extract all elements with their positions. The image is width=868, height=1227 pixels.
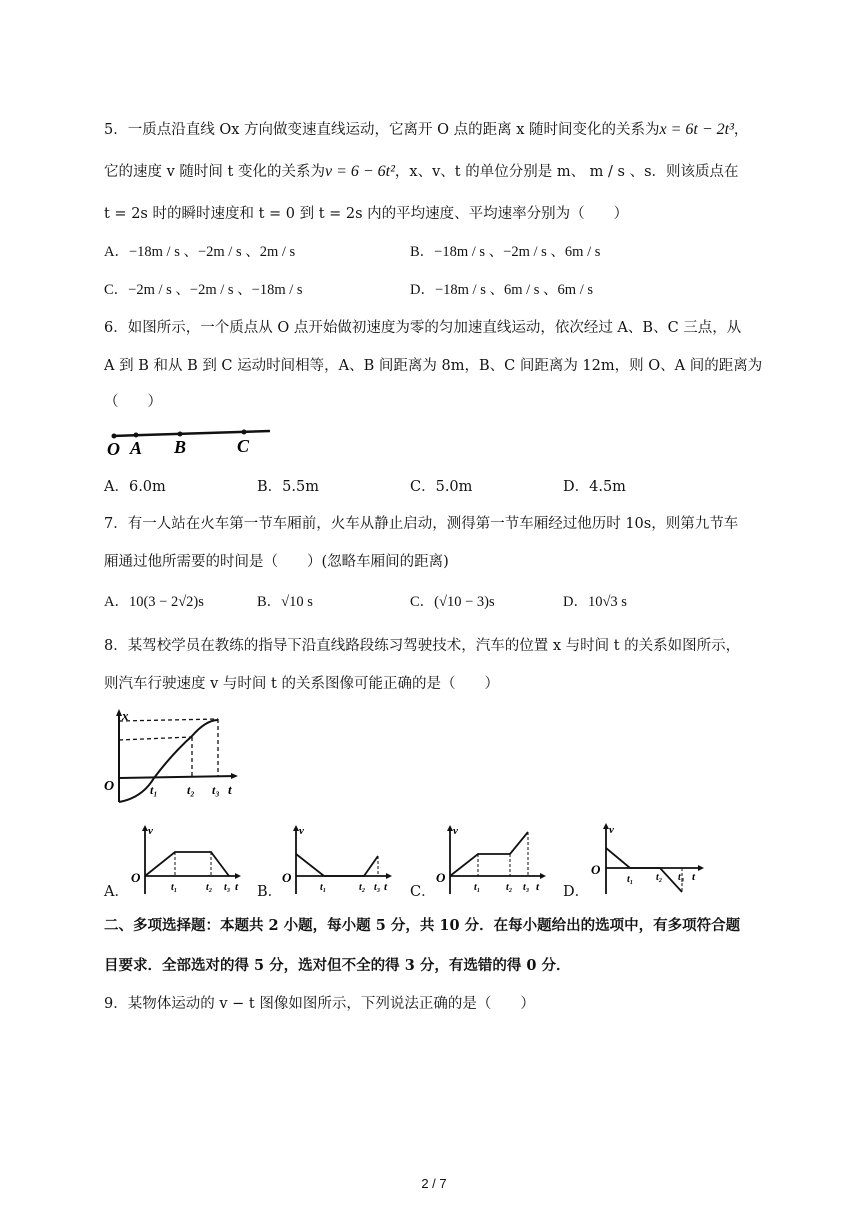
section2-line-1: 二、多项选择题：本题共 2 小题，每小题 5 分，共 10 分．在每小题给出的选项中，有多项符合题 xyxy=(104,917,741,934)
xt-t-label: t xyxy=(228,782,232,797)
q8-option-b-letter: B． xyxy=(257,884,283,900)
q6-option-c: C．5.0m xyxy=(410,479,473,495)
b-t-label: t xyxy=(384,881,388,893)
q9-line-1: 9．某物体运动的 v − t 图像如图所示，下列说法正确的是（ ） xyxy=(104,996,535,1012)
d-t-label: t xyxy=(692,871,696,883)
d-t3-label: t₃ xyxy=(678,872,685,883)
q5-text-1: 5．一质点沿直线 Ox 方向做变速直线运动，它离开 O 点的距离 x 随时间变化的关系为 xyxy=(104,122,660,138)
q8-option-a-letter: A． xyxy=(104,884,129,900)
q8-xt-graph xyxy=(102,706,242,806)
q7-option-a: A．10(3 − 2√2)s xyxy=(104,594,204,610)
xt-y-label: x xyxy=(122,708,129,723)
q5-option-c: C．−2m / s 、−2m / s 、−18m / s xyxy=(104,282,303,298)
q5-line-1 xyxy=(104,120,748,140)
b-v-label: v xyxy=(299,825,304,837)
a-t2-label: t₂ xyxy=(206,882,213,893)
q6-line-1: 6．如图所示，一个质点从 O 点开始做初速度为零的匀加速直线运动，依次经过 A、B、C 三点，从 xyxy=(104,320,742,336)
q5-line-2 xyxy=(104,162,739,182)
a-t1-label: t₁ xyxy=(171,882,178,893)
c-t1-label: t₁ xyxy=(474,882,481,893)
q7-option-c: C．(√10 − 3)s xyxy=(410,594,495,610)
c-t2-label: t₂ xyxy=(506,882,513,893)
q5-formula-2: v = 6 − 6t² xyxy=(324,163,395,180)
q6-label-c: C xyxy=(237,436,250,456)
q6-label-o: O xyxy=(107,439,120,459)
q7-line-2: 厢通过他所需要的时间是（ ）(忽略车厢间的距离) xyxy=(104,554,449,570)
q8-option-c-graph xyxy=(430,822,548,898)
q6-line-figure xyxy=(104,424,276,460)
q7-option-d: D．10√3 s xyxy=(563,594,627,610)
a-t-label: t xyxy=(235,881,239,893)
b-t1-label: t₁ xyxy=(320,882,327,893)
q6-label-b: B xyxy=(174,437,187,457)
c-origin-label: O xyxy=(436,870,446,885)
c-v-label: v xyxy=(453,825,458,837)
q6-option-d: D．4.5m xyxy=(563,479,626,495)
q5-text-2b: ，x、v、t 的单位分别是 m、 m / s 、s．则该质点在 xyxy=(394,164,739,180)
q6-label-a: A xyxy=(130,438,143,458)
q5-formula-1: x = 6t − 2t³ xyxy=(659,121,734,138)
q8-option-d-letter: D． xyxy=(563,884,590,900)
q8-option-a-graph xyxy=(125,822,243,898)
q6-line-3: （ ） xyxy=(104,394,162,410)
b-t3-label: t₃ xyxy=(374,882,381,893)
c-t-label: t xyxy=(536,881,540,893)
q5-text-1-end: ， xyxy=(733,122,749,138)
q6-line-2: A 到 B 和从 B 到 C 运动时间相等，A、B 间距离为 8m，B、C 间距离为 12m，则 O、A 间的距离为 xyxy=(104,358,763,374)
page-number: 2 / 7 xyxy=(421,1176,447,1191)
section2-line-2: 目要求．全部选对的得 5 分，选对但不全的得 3 分，有选错的得 0 分． xyxy=(104,957,571,974)
q8-line-2: 则汽车行驶速度 v 与时间 t 的关系图像可能正确的是（ ） xyxy=(104,676,499,692)
xt-t2-label: t₂ xyxy=(187,783,195,797)
b-t2-label: t₂ xyxy=(359,882,366,893)
d-t1-label: t₁ xyxy=(627,874,634,885)
xt-t1-label: t₁ xyxy=(150,783,158,797)
q5-option-a: A．−18m / s 、−2m / s 、2m / s xyxy=(104,244,296,260)
a-origin-label: O xyxy=(131,870,141,885)
d-t2-label: t₂ xyxy=(656,872,663,883)
a-v-label: v xyxy=(148,825,153,837)
q7-line-1: 7．有一人站在火车第一节车厢前，火车从静止启动，测得第一节车厢经过他历时 10s，则第九节车 xyxy=(104,516,739,532)
q8-line-1: 8．某驾校学员在教练的指导下沿直线路段练习驾驶技术，汽车的位置 x 与时间 t 的关系如图所示， xyxy=(104,638,741,654)
q5-text-2a: 它的速度 v 随时间 t 变化的关系为 xyxy=(104,164,325,180)
d-v-label: v xyxy=(609,824,614,836)
q8-option-b-graph xyxy=(278,822,396,898)
d-origin-label: O xyxy=(591,862,601,877)
xt-origin-label: O xyxy=(104,779,115,794)
q5-option-b: B．−18m / s 、−2m / s 、6m / s xyxy=(410,244,601,260)
q7-option-b: B．√10 s xyxy=(257,594,313,610)
q6-option-b: B．5.5m xyxy=(257,479,319,495)
q8-option-d-graph xyxy=(588,822,708,898)
xt-t3-label: t₃ xyxy=(212,783,220,797)
c-t3-label: t₃ xyxy=(523,882,530,893)
q6-option-a: A．6.0m xyxy=(104,479,166,495)
b-origin-label: O xyxy=(282,870,292,885)
a-t3-label: t₃ xyxy=(224,882,231,893)
q5-line-3: t = 2s 时的瞬时速度和 t = 0 到 t = 2s 内的平均速度、平均速率分别为（ ） xyxy=(104,206,629,222)
q5-option-d: D．−18m / s 、6m / s 、6m / s xyxy=(410,282,593,298)
q8-option-c-letter: C． xyxy=(410,884,436,900)
